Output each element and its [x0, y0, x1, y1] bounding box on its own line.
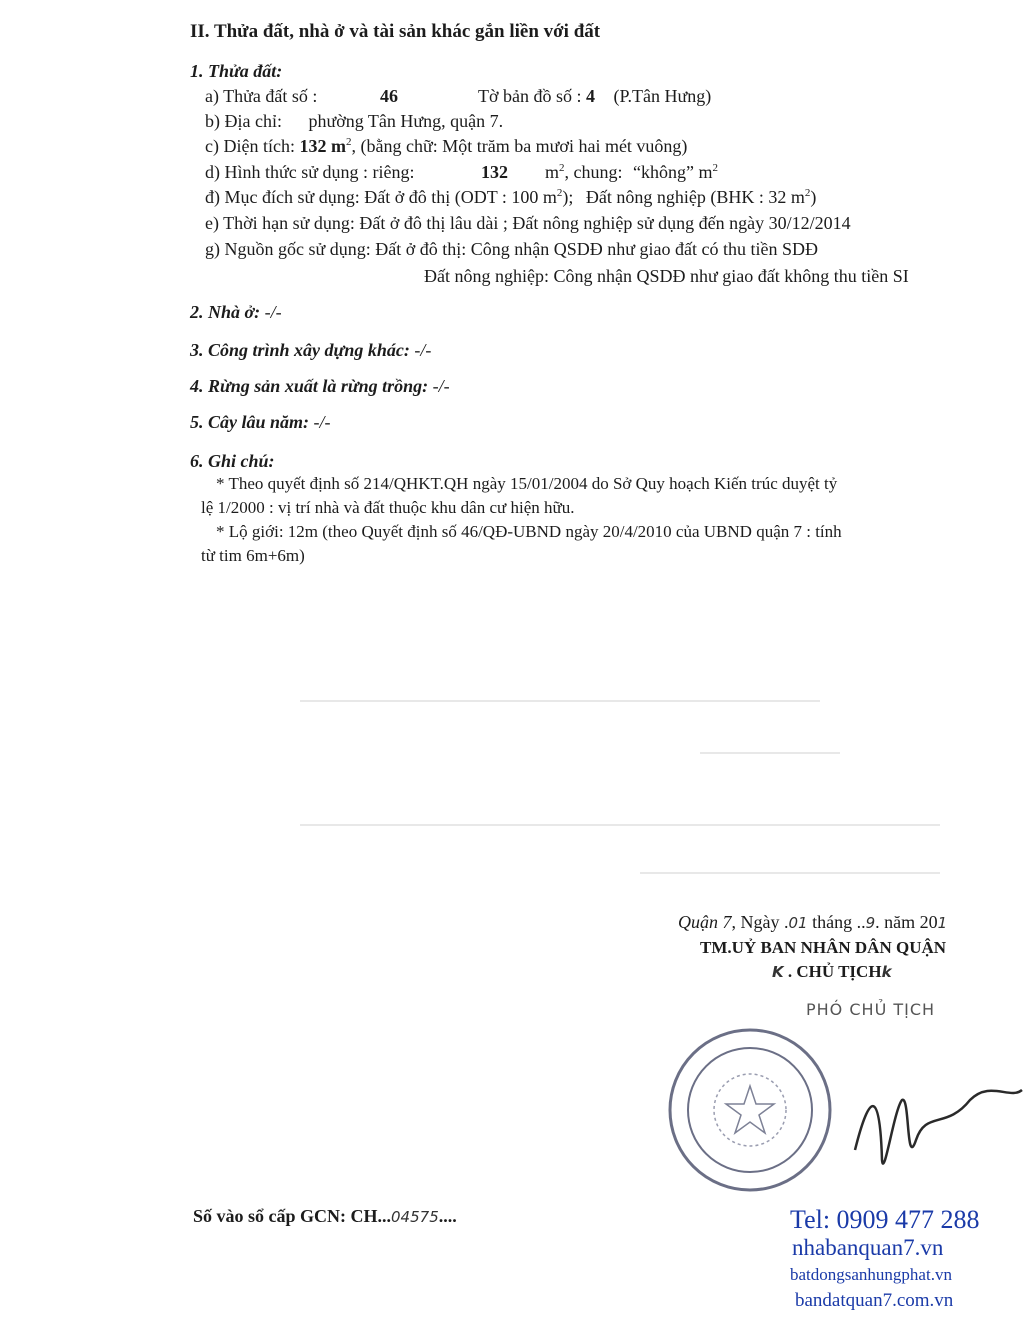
issuing-authority: TM.UỶ BAN NHÂN DÂN QUẬN: [700, 938, 947, 957]
registry-label: Số vào sổ cấp GCN: CH...: [193, 1206, 392, 1226]
bleed-through-line: [300, 700, 820, 702]
watermark-site-1: nhabanquan7.vn: [792, 1235, 944, 1260]
area-label: c) Diện tích:: [205, 136, 295, 156]
signer-role-row: [772, 962, 892, 982]
issue-date: [678, 912, 947, 933]
bleed-through-line: [700, 752, 840, 754]
issue-month-prefix: tháng ..: [807, 912, 866, 932]
address-value: phường Tân Hưng, quận 7.: [308, 111, 504, 131]
area-unit: m: [330, 136, 346, 156]
issue-year-prefix: . năm 20: [875, 912, 938, 932]
issue-month: 9: [865, 914, 876, 932]
land-purpose-row: [205, 187, 816, 208]
usage-common-row: [545, 162, 718, 183]
registry-number: 04575: [391, 1208, 439, 1226]
note1-line1: * Theo quyết định số 214/QHKT.QH ngày 15/01/2004 do Sở Quy hoạch Kiến trúc duyệt tỷ: [216, 474, 838, 493]
usage-term: e) Thời hạn sử dụng: Đất ở đô thị lâu dài ; Đất nông nghiệp sử dụng đến ngày 30/12/2014: [205, 213, 851, 233]
section2-row: [190, 302, 282, 323]
watermark-site-2: batdongsanhungphat.vn: [790, 1265, 952, 1284]
parcel-label: a) Thửa đất số :: [205, 86, 318, 106]
section1-title: 1. Thửa đất:: [190, 61, 283, 81]
section5-row: [190, 412, 331, 433]
parcel-number-row: [205, 86, 317, 107]
issue-date-prefix: , Ngày .: [731, 912, 789, 932]
usage-form-label: d) Hình thức sử dụng : riêng:: [205, 162, 415, 182]
note2-line1: * Lộ giới: 12m (theo Quyết định số 46/QĐ-UBND ngày 20/4/2010 của UBND quận 7 : tính: [216, 522, 842, 541]
section5-title: 5. Cây lâu năm:: [190, 412, 310, 432]
parcel-number: 46: [380, 86, 398, 106]
area-value: 132: [299, 136, 327, 156]
section3-title: 3. Công trình xây dựng khác:: [190, 340, 410, 360]
map-sheet-number: 4: [586, 86, 596, 106]
signer-role-mark: K: [772, 963, 784, 981]
urban-purpose-end: );: [562, 187, 574, 207]
section4-title: 4. Rừng sản xuất là rừng trồng:: [190, 376, 429, 396]
section3-value: -/-: [414, 340, 432, 360]
ward-name: (P.Tân Hưng): [613, 86, 712, 106]
usage-form-row: [205, 162, 415, 183]
usage-origin-agri: Đất nông nghiệp: Công nhận QSDĐ như giao đất không thu tiền SI: [424, 266, 909, 286]
address-label: b) Địa chỉ:: [205, 111, 282, 131]
stamp-title: PHÓ CHỦ TỊCH: [806, 1000, 936, 1019]
note2-line2: từ tim 6m+6m): [201, 546, 305, 565]
official-seal-icon: [660, 1020, 840, 1200]
agri-purpose: Đất nông nghiệp (BHK : 32 m: [585, 187, 805, 207]
agri-purpose-end: ): [810, 187, 817, 207]
handwritten-signature-icon: [850, 1070, 1024, 1190]
section3-row: [190, 340, 431, 361]
map-sheet-row: [478, 86, 711, 107]
bleed-through-line: [640, 872, 940, 874]
private-area-unit: m: [545, 162, 560, 182]
issue-year: 1: [937, 914, 948, 932]
section-heading: II. Thửa đất, nhà ở và tài sản khác gắn liền với đất: [190, 21, 601, 42]
common-sup: 2: [712, 162, 718, 174]
issue-day: 01: [788, 914, 808, 932]
watermark-phone: Tel: 0909 477 288: [790, 1205, 980, 1234]
usage-origin: g) Nguồn gốc sử dụng: Đất ở đô thị: Công nhận QSDĐ như giao đất có thu tiền SDĐ: [205, 239, 818, 259]
agri-purpose-sup: 2: [804, 187, 811, 199]
area-unit-sup: 2: [345, 136, 352, 148]
section2-title: 2. Nhà ở:: [190, 302, 261, 322]
signer-role: . CHỦ TỊCH: [787, 962, 882, 981]
signer-role-mark2: k: [881, 963, 892, 981]
area-in-words: , (bằng chữ: Một trăm ba mươi hai mét vuông): [351, 136, 688, 156]
section2-value: -/-: [264, 302, 282, 322]
note1-line2: lệ 1/2000 : vị trí nhà và đất thuộc khu dân cư hiện hữu.: [201, 498, 575, 517]
address-row: [205, 111, 503, 132]
private-area-sup: 2: [559, 162, 565, 174]
issue-place: Quận 7: [678, 912, 732, 932]
section6-title: 6. Ghi chú:: [190, 451, 275, 471]
section5-value: -/-: [313, 412, 331, 432]
area-row: [205, 136, 687, 157]
registry-row: [193, 1206, 457, 1227]
registry-trail: ....: [438, 1206, 457, 1226]
section4-value: -/-: [432, 376, 450, 396]
section4-row: [190, 376, 450, 397]
private-area-value: 132: [481, 162, 508, 182]
urban-purpose: đ) Mục đích sử dụng: Đất ở đô thị (ODT : 100 m: [205, 187, 557, 207]
watermark-site-3: bandatquan7.com.vn: [795, 1290, 954, 1311]
map-sheet-label: Tờ bản đồ số :: [478, 86, 582, 106]
common-value: “không” m: [633, 162, 713, 182]
common-label: , chung:: [564, 162, 623, 182]
urban-purpose-sup: 2: [556, 187, 563, 199]
bleed-through-line: [300, 824, 940, 826]
